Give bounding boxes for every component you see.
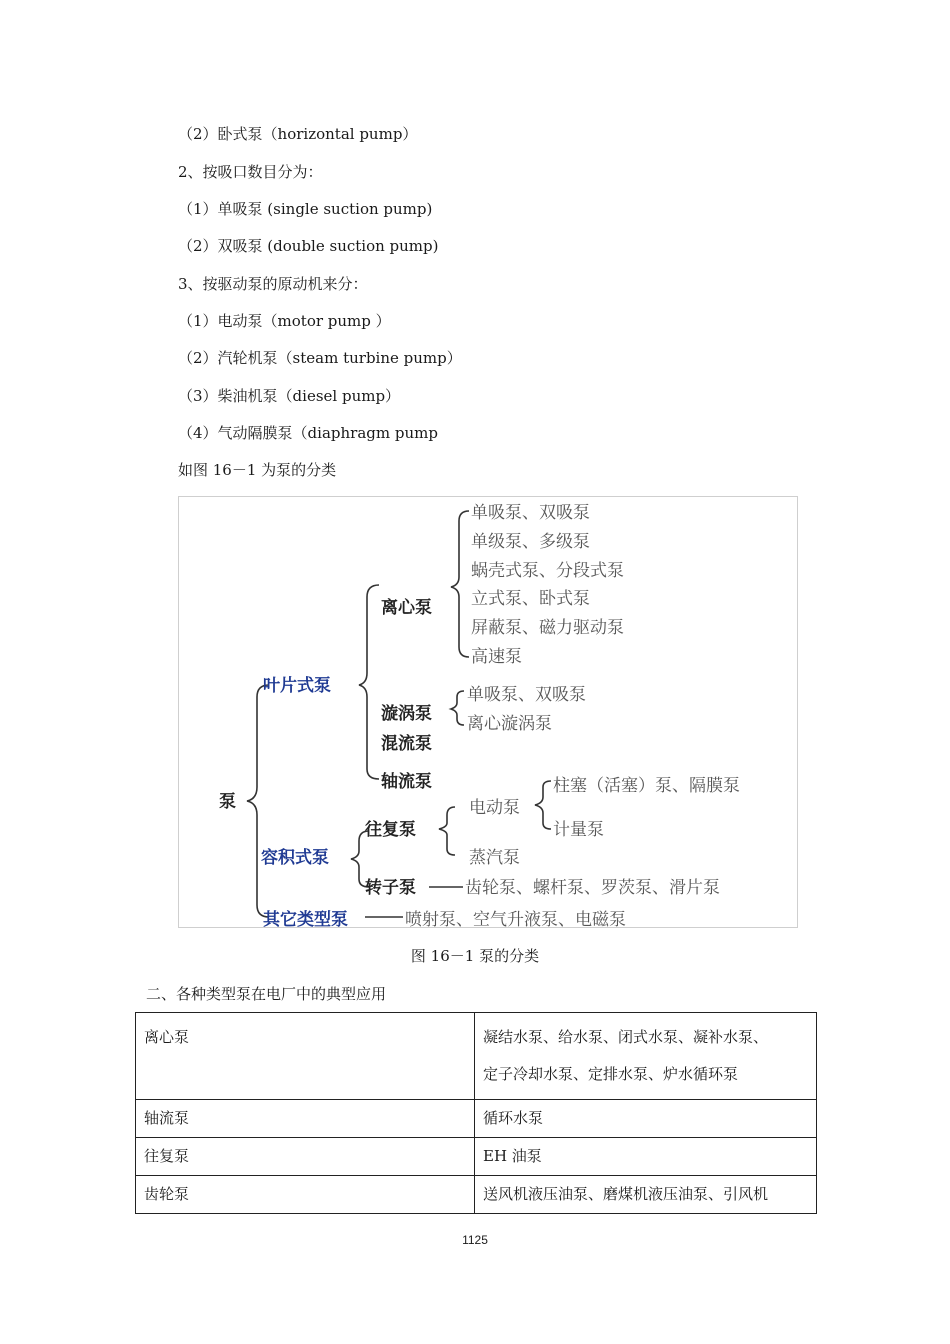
cf-item: 单级泵、多级泵 xyxy=(471,532,590,552)
application-cell: 循环水泵 xyxy=(475,1100,817,1138)
axial-label: 轴流泵 xyxy=(381,772,432,792)
pump-type-cell: 齿轮泵 xyxy=(136,1176,475,1214)
classification-tree xyxy=(179,497,799,929)
cf-item: 立式泵、卧式泵 xyxy=(471,589,590,609)
figure-intro: 如图 16－1 为泵的分类 xyxy=(178,461,337,479)
application-table xyxy=(135,1012,817,1214)
text-line: （1）电动泵（motor pump ） xyxy=(178,312,391,330)
pump-type-cell: 往复泵 xyxy=(136,1138,475,1176)
page-number: 1125 xyxy=(462,1233,488,1247)
metering-label: 计量泵 xyxy=(553,820,604,840)
vortex-brace xyxy=(451,691,464,725)
cf-item: 蜗壳式泵、分段式泵 xyxy=(471,561,624,581)
table-row xyxy=(136,1176,817,1214)
text-line: （3）柴油机泵（diesel pump） xyxy=(178,387,401,405)
other-label: 其它类型泵 xyxy=(263,910,348,929)
reciprocating-brace xyxy=(439,807,455,855)
reciprocating-label: 往复泵 xyxy=(365,820,416,840)
table-row xyxy=(136,1013,817,1100)
cf-item: 高速泵 xyxy=(471,647,522,667)
other-items: 喷射泵、空气升液泵、电磁泵 xyxy=(405,910,626,929)
table-row xyxy=(136,1138,817,1176)
mixed-label: 混流泵 xyxy=(381,734,432,754)
positive-label: 容积式泵 xyxy=(261,848,329,868)
table-row xyxy=(136,1100,817,1138)
vortex-item: 单吸泵、双吸泵 xyxy=(467,685,586,705)
impeller-label: 叶片式泵 xyxy=(263,676,331,696)
text-line: 2、按吸口数目分为： xyxy=(178,163,323,181)
vortex-label: 漩涡泵 xyxy=(381,704,432,724)
rotor-items: 齿轮泵、螺杆泵、罗茨泵、滑片泵 xyxy=(465,878,720,898)
impeller-brace xyxy=(359,585,379,779)
application-cell xyxy=(475,1013,817,1100)
vortex-item: 离心漩涡泵 xyxy=(467,714,552,734)
text-line: （2）汽轮机泵（steam turbine pump） xyxy=(178,349,462,367)
electric-label: 电动泵 xyxy=(469,798,520,818)
steam-label: 蒸汽泵 xyxy=(469,848,520,868)
application-cell: EH 油泵 xyxy=(475,1138,817,1176)
text-line: （4）气动隔膜泵（diaphragm pump xyxy=(178,424,438,442)
cf-item: 屏蔽泵、磁力驱动泵 xyxy=(471,618,624,638)
text-line: 3、按驱动泵的原动机来分： xyxy=(178,275,368,293)
cf-item: 单吸泵、双吸泵 xyxy=(471,503,590,523)
pump-type-cell: 轴流泵 xyxy=(136,1100,475,1138)
rotor-label: 转子泵 xyxy=(365,878,416,898)
centrifugal-brace xyxy=(451,511,469,657)
centrifugal-label: 离心泵 xyxy=(381,598,432,618)
section-title: 二、各种类型泵在电厂中的典型应用 xyxy=(146,985,387,1003)
text-line: （2）双吸泵 (double suction pump) xyxy=(178,237,439,255)
application-line: 定子冷却水泵、定排水泵、炉水循环泵 xyxy=(483,1065,739,1083)
pump-classification-figure xyxy=(178,496,798,928)
root-label: 泵 xyxy=(219,792,236,812)
application-line: 凝结水泵、给水泵、闭式水泵、凝补水泵、 xyxy=(483,1028,769,1046)
electric-brace xyxy=(535,781,551,829)
text-line: （1）单吸泵 (single suction pump) xyxy=(178,200,433,218)
application-cell: 送风机液压油泵、磨煤机液压油泵、引风机 xyxy=(475,1176,817,1214)
plunger-label: 柱塞（活塞）泵、隔膜泵 xyxy=(553,776,740,796)
root-brace xyxy=(247,685,269,917)
figure-caption: 图 16－1 泵的分类 xyxy=(410,947,540,965)
pump-type-cell: 离心泵 xyxy=(136,1013,475,1100)
text-line: （2）卧式泵（horizontal pump） xyxy=(178,125,418,143)
